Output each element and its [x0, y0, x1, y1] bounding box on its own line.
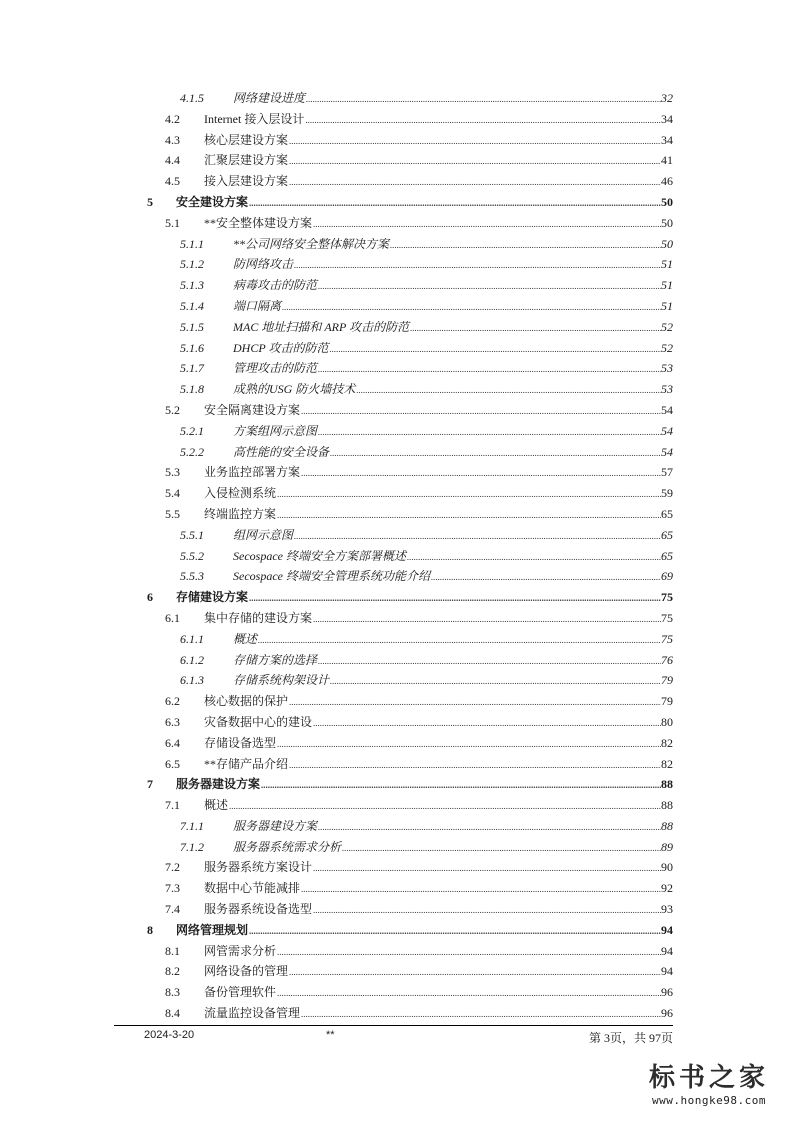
toc-entry-number: 8.4 — [165, 1006, 180, 1021]
toc-dot-leader — [289, 962, 661, 983]
toc-entry-line — [204, 483, 673, 505]
toc-dot-leader — [289, 131, 661, 152]
toc-entry-number: 6.3 — [165, 714, 180, 729]
toc-entry[interactable] — [0, 650, 793, 671]
toc-entry-title: 高性能的安全设备 — [233, 444, 330, 459]
toc-entry-number: 4.3 — [165, 132, 180, 147]
toc-dot-leader — [301, 401, 661, 422]
toc-entry[interactable] — [0, 691, 793, 712]
toc-entry-title: 存储方案的选择 — [233, 652, 318, 667]
toc-entry-number: 5.5.1 — [180, 527, 204, 542]
toc-entry-title: 网管需求分析 — [204, 943, 277, 958]
toc-entry-page: 54 — [661, 444, 673, 459]
toc-entry-line — [233, 379, 673, 401]
toc-entry[interactable] — [0, 483, 793, 504]
toc-entry-title: 服务器建设方案 — [233, 818, 318, 833]
toc-entry-page: 76 — [661, 652, 673, 667]
toc-entry-title: 业务监控部署方案 — [204, 465, 301, 480]
toc-dot-leader — [301, 463, 661, 484]
toc-entry-number: 5.1.7 — [180, 361, 204, 376]
toc-entry-page: 51 — [661, 278, 673, 293]
toc-entry-number: 6.2 — [165, 694, 180, 709]
toc-entry-number: 5.1.8 — [180, 382, 204, 397]
toc-entry-number: 7.1 — [165, 798, 180, 813]
toc-dot-leader — [390, 235, 661, 256]
toc-entry-title: DHCP 攻击的防范 — [233, 340, 329, 355]
toc-dot-leader — [342, 838, 661, 859]
toc-entry-number: 6.5 — [165, 756, 180, 771]
toc-entry-page: 82 — [661, 756, 673, 771]
toc-entry[interactable] — [0, 816, 793, 837]
toc-entry-title: 备份管理软件 — [204, 985, 277, 1000]
toc-entry[interactable] — [0, 234, 793, 255]
toc-entry-line — [204, 899, 673, 921]
toc-entry-number: 6.1.2 — [180, 652, 204, 667]
toc-dot-leader — [258, 630, 661, 651]
toc-dot-leader — [289, 692, 661, 713]
toc-entry-title: Internet 接入层设计 — [204, 111, 305, 126]
toc-entry[interactable] — [0, 961, 793, 982]
toc-entry-page: 65 — [661, 548, 673, 563]
toc-entry-title: 接入层建设方案 — [204, 174, 289, 189]
toc-entry-number: 5.2.2 — [180, 444, 204, 459]
toc-entry-number: 5.1.3 — [180, 278, 204, 293]
toc-entry-page: 50 — [661, 236, 673, 251]
toc-entry-line — [233, 629, 673, 651]
toc-dot-leader — [318, 651, 661, 672]
toc-entry-title: 流量监控设备管理 — [204, 1006, 301, 1021]
toc-dot-leader — [407, 547, 661, 568]
toc-entry[interactable] — [0, 774, 793, 795]
toc-entry-number: 8.2 — [165, 964, 180, 979]
toc-entry-line — [204, 130, 673, 152]
toc-entry[interactable] — [0, 857, 793, 878]
toc-dot-leader — [277, 983, 661, 1004]
toc-dot-leader — [306, 89, 661, 110]
toc-entry-number: 7.1.2 — [180, 839, 204, 854]
toc-entry-line — [204, 608, 673, 630]
toc-entry-title: 病毒攻击的防范 — [233, 278, 318, 293]
watermark-url: www.hongke98.com — [652, 1094, 766, 1107]
toc-dot-leader — [329, 339, 661, 360]
toc-dot-leader — [318, 422, 661, 443]
toc-entry-title: 网络建设进度 — [233, 91, 306, 105]
toc-entry-page: 41 — [661, 153, 673, 168]
toc-entry-line — [204, 400, 673, 422]
toc-entry-title: 灾备数据中心的建设 — [204, 714, 313, 729]
toc-entry[interactable] — [0, 837, 793, 858]
toc-entry-number: 6 — [147, 590, 153, 605]
toc-entry-title: 集中存储的建设方案 — [204, 610, 313, 625]
toc-entry-number: 7.4 — [165, 902, 180, 917]
toc-entry-line — [233, 254, 673, 276]
toc-entry-page: 94 — [661, 943, 673, 958]
toc-entry-line — [204, 213, 673, 235]
toc-entry-number: 5.1.6 — [180, 340, 204, 355]
toc-entry[interactable] — [0, 171, 793, 192]
toc-entry[interactable] — [0, 213, 793, 234]
toc-entry-line — [204, 961, 673, 983]
toc-entry-line — [176, 192, 673, 214]
watermark — [639, 1062, 779, 1107]
toc-dot-leader — [330, 443, 661, 464]
toc-entry-line — [204, 941, 673, 963]
toc-entry-page: 52 — [661, 319, 673, 334]
toc-entry[interactable] — [0, 587, 793, 608]
toc-entry[interactable] — [0, 754, 793, 775]
toc-entry-title: 数据中心节能减排 — [204, 881, 301, 896]
toc-entry-page: 50 — [661, 194, 673, 209]
toc-entry-number: 5.5 — [165, 506, 180, 521]
toc-entry[interactable] — [0, 462, 793, 483]
toc-entry-number: 5.4 — [165, 486, 180, 501]
toc-dot-leader — [330, 671, 661, 692]
toc-entry-line — [204, 150, 673, 172]
toc-entry-title: 方案组网示意图 — [233, 423, 318, 438]
toc-entry-title: 服务器系统设备选型 — [204, 902, 313, 917]
toc-entry[interactable] — [0, 296, 793, 317]
toc-entry-title: 终端监控方案 — [204, 506, 277, 521]
toc-entry[interactable] — [0, 566, 793, 587]
toc-entry-line — [233, 421, 673, 443]
toc-entry-page: 96 — [661, 985, 673, 1000]
toc-entry-line — [233, 442, 673, 464]
toc-entry[interactable] — [0, 712, 793, 733]
toc-entry[interactable] — [0, 109, 793, 130]
toc-entry-title: 概述 — [204, 798, 229, 813]
toc-entry-number: 5.5.2 — [180, 548, 204, 563]
toc-dot-leader — [277, 505, 661, 526]
toc-dot-leader — [289, 755, 661, 776]
toc-entry[interactable] — [0, 629, 793, 650]
toc-entry-line — [233, 317, 673, 339]
toc-entry-page: 75 — [661, 631, 673, 646]
toc-entry-page: 82 — [661, 735, 673, 750]
toc-entry[interactable] — [0, 400, 793, 421]
toc-entry-page: 79 — [661, 694, 673, 709]
toc-entry-page: 75 — [661, 590, 673, 605]
toc-entry-number: 7 — [147, 777, 153, 792]
toc-entry-line — [176, 587, 673, 609]
toc-entry-page: 65 — [661, 527, 673, 542]
toc-entry-page: 57 — [661, 465, 673, 480]
toc-entry[interactable] — [0, 1003, 793, 1024]
toc-entry-title: 网络管理规划 — [176, 922, 249, 937]
footer-page-number: 第 3页，共 97页 — [588, 1031, 673, 1045]
toc-entry-title: 汇聚层建设方案 — [204, 153, 289, 168]
toc-entry-line — [233, 650, 673, 672]
toc-entry-page: 53 — [661, 361, 673, 376]
toc-entry-number: 4.4 — [165, 153, 180, 168]
toc-entry-number: 8.1 — [165, 943, 180, 958]
toc-dot-leader — [277, 484, 661, 505]
toc-entry-line — [233, 296, 673, 318]
toc-entry[interactable] — [0, 358, 793, 379]
toc-entry-page: 88 — [661, 777, 673, 792]
toc-entry-title: 成熟的USG 防火墙技术 — [233, 382, 356, 397]
toc-dot-leader — [249, 921, 661, 942]
toc-entry-title: 安全隔离建设方案 — [204, 402, 301, 417]
toc-entry[interactable] — [0, 941, 793, 962]
toc-entry-title: 服务器系统方案设计 — [204, 860, 313, 875]
toc-entry-title: 管理攻击的防范 — [233, 361, 318, 376]
toc-entry-line — [233, 234, 673, 256]
toc-entry-page: 51 — [661, 257, 673, 272]
toc-entry-line — [204, 504, 673, 526]
toc-entry-number: 6.4 — [165, 735, 180, 750]
toc-entry-line — [204, 857, 673, 879]
toc-entry-page: 51 — [661, 298, 673, 313]
toc-entry-number: 5.1.4 — [180, 298, 204, 313]
toc-entry-number: 5 — [147, 194, 153, 209]
toc-entry-number: 5.1.5 — [180, 319, 204, 334]
toc-dot-leader — [313, 214, 661, 235]
toc-entry-number: 6.1 — [165, 610, 180, 625]
toc-entry-number: 4.1.5 — [180, 91, 204, 105]
toc-dot-leader — [431, 567, 661, 588]
toc-entry-line — [204, 109, 673, 131]
toc-dot-leader — [289, 151, 661, 172]
toc-dot-leader — [313, 609, 661, 630]
toc-dot-leader — [313, 713, 661, 734]
toc-entry-number: 7.2 — [165, 860, 180, 875]
toc-entry-line — [204, 1003, 673, 1025]
toc-entry-page: 46 — [661, 174, 673, 189]
toc-entry[interactable] — [0, 254, 793, 275]
toc-entry-page: 32 — [661, 91, 673, 105]
toc-entry-title: 端口隔离 — [233, 298, 282, 313]
toc-entry-line — [233, 88, 673, 110]
toc-entry-page: 94 — [661, 922, 673, 937]
toc-entry-title: Secospace 终端安全管理系统功能介绍 — [233, 569, 430, 584]
toc-entry[interactable] — [0, 608, 793, 629]
toc-entry-number: 5.1.1 — [180, 236, 204, 251]
toc-dot-leader — [277, 942, 661, 963]
toc-dot-leader — [313, 858, 661, 879]
toc-entry-line — [233, 358, 673, 380]
toc-dot-leader — [277, 734, 661, 755]
toc-entry-page: 92 — [661, 881, 673, 896]
toc-entry-page: 79 — [661, 673, 673, 688]
toc-dot-leader — [313, 900, 661, 921]
toc-entry-line — [233, 566, 673, 588]
toc-entry-line — [204, 462, 673, 484]
toc-entry[interactable] — [0, 982, 793, 1003]
toc-entry[interactable] — [0, 88, 793, 109]
footer-date: 2024-3-20 — [144, 1029, 195, 1041]
toc-entry-page: 90 — [661, 860, 673, 875]
toc-entry-line — [204, 712, 673, 734]
toc-entry[interactable] — [0, 546, 793, 567]
toc-entry[interactable] — [0, 795, 793, 816]
toc-entry-title: 核心数据的保护 — [204, 694, 289, 709]
toc-entry-title: 入侵检测系统 — [204, 486, 277, 501]
footer-center-text: ** — [326, 1029, 335, 1041]
toc-entry-number: 7.3 — [165, 881, 180, 896]
toc-entry-line — [233, 546, 673, 568]
toc-entry-number: 7.1.1 — [180, 818, 204, 833]
toc-entry-page: 54 — [661, 423, 673, 438]
toc-entry-title: 存储系统构架设计 — [233, 673, 330, 688]
toc-entry-number: 4.2 — [165, 111, 180, 126]
page-footer — [114, 1025, 673, 1046]
toc-entry-number: 4.5 — [165, 174, 180, 189]
toc-dot-leader — [294, 255, 661, 276]
toc-entry[interactable] — [0, 317, 793, 338]
toc-entry-page: 69 — [661, 569, 673, 584]
toc-entry-number: 5.1 — [165, 215, 180, 230]
toc-dot-leader — [318, 359, 661, 380]
toc-entry-line — [233, 816, 673, 838]
toc-entry-page: 88 — [661, 818, 673, 833]
toc-entry[interactable] — [0, 442, 793, 463]
toc-entry-title: 安全建设方案 — [176, 194, 249, 209]
toc-entry-line — [204, 878, 673, 900]
toc-entry-page: 94 — [661, 964, 673, 979]
toc-entry-line — [204, 982, 673, 1004]
toc-entry-title: 概述 — [233, 631, 258, 646]
toc-entry-number: 8 — [147, 922, 153, 937]
toc-entry-title: **存储产品介绍 — [204, 756, 289, 771]
toc-dot-leader — [305, 110, 661, 131]
toc-entry-page: 52 — [661, 340, 673, 355]
toc-entry[interactable] — [0, 275, 793, 296]
toc-dot-leader — [249, 193, 661, 214]
toc-entry-number: 8.3 — [165, 985, 180, 1000]
toc-dot-leader — [261, 775, 661, 796]
toc-entry-number: 5.2.1 — [180, 423, 204, 438]
toc-entry[interactable] — [0, 504, 793, 525]
toc-entry-line — [233, 525, 673, 547]
toc-entry-title: Secospace 终端安全方案部署概述 — [233, 548, 406, 563]
toc-dot-leader — [301, 879, 661, 900]
toc-entry-number: 5.1.2 — [180, 257, 204, 272]
toc-entry-title: 存储设备选型 — [204, 735, 277, 750]
toc-entry[interactable] — [0, 338, 793, 359]
toc-entry-page: 89 — [661, 839, 673, 854]
toc-dot-leader — [282, 297, 661, 318]
toc-entry-line — [233, 837, 673, 859]
toc-entry-title: 防网络攻击 — [233, 257, 294, 272]
toc-entry[interactable] — [0, 525, 793, 546]
toc-dot-leader — [249, 588, 661, 609]
toc-entry-title: 服务器系统需求分析 — [233, 839, 342, 854]
toc-entry-line — [204, 754, 673, 776]
toc-entry-page: 34 — [661, 111, 673, 126]
toc-entry-page: 88 — [661, 798, 673, 813]
toc-dot-leader — [318, 276, 661, 297]
toc-entry[interactable] — [0, 670, 793, 691]
toc-dot-leader — [356, 380, 661, 401]
toc-entry-number: 6.1.3 — [180, 673, 204, 688]
toc-entry-number: 6.1.1 — [180, 631, 204, 646]
toc-entry-line — [233, 670, 673, 692]
table-of-contents — [0, 88, 793, 1024]
toc-entry-title: MAC 地址扫描和 ARP 攻击的防范 — [233, 319, 410, 334]
toc-entry-page: 75 — [661, 610, 673, 625]
toc-entry-page: 53 — [661, 382, 673, 397]
toc-entry-number: 5.3 — [165, 465, 180, 480]
toc-dot-leader — [289, 172, 661, 193]
toc-entry-line — [204, 733, 673, 755]
toc-dot-leader — [301, 1004, 661, 1025]
toc-entry-line — [233, 275, 673, 297]
watermark-logo: 标书之家 — [648, 1063, 769, 1093]
toc-entry-title: 组网示意图 — [233, 527, 294, 542]
toc-entry-line — [176, 920, 673, 942]
toc-entry[interactable] — [0, 421, 793, 442]
toc-entry-line — [233, 338, 673, 360]
toc-entry-title: 存储建设方案 — [176, 590, 249, 605]
toc-entry-page: 50 — [661, 215, 673, 230]
toc-entry-number: 5.2 — [165, 402, 180, 417]
toc-entry-line — [204, 171, 673, 193]
toc-entry-line — [204, 691, 673, 713]
toc-entry-title: 服务器建设方案 — [176, 777, 261, 792]
toc-dot-leader — [410, 318, 661, 339]
toc-entry[interactable] — [0, 878, 793, 899]
toc-entry-page: 93 — [661, 902, 673, 917]
toc-dot-leader — [294, 526, 661, 547]
toc-entry-title: 网络设备的管理 — [204, 964, 289, 979]
toc-entry[interactable] — [0, 899, 793, 920]
toc-entry[interactable] — [0, 192, 793, 213]
toc-entry-page: 65 — [661, 506, 673, 521]
toc-entry-number: 5.5.3 — [180, 569, 204, 584]
toc-entry-line — [176, 774, 673, 796]
toc-dot-leader — [229, 796, 661, 817]
toc-dot-leader — [318, 817, 661, 838]
toc-entry-title: **安全整体建设方案 — [204, 215, 313, 230]
toc-entry[interactable] — [0, 379, 793, 400]
toc-entry-page: 59 — [661, 486, 673, 501]
toc-entry[interactable] — [0, 733, 793, 754]
toc-entry-page: 80 — [661, 714, 673, 729]
toc-entry[interactable] — [0, 130, 793, 151]
toc-entry[interactable] — [0, 920, 793, 941]
toc-entry-page: 96 — [661, 1006, 673, 1021]
toc-entry-title: 核心层建设方案 — [204, 132, 289, 147]
toc-entry[interactable] — [0, 150, 793, 171]
toc-entry-page: 34 — [661, 132, 673, 147]
toc-entry-line — [204, 795, 673, 817]
toc-entry-page: 54 — [661, 402, 673, 417]
toc-entry-title: **公司网络安全整体解决方案 — [233, 236, 390, 251]
